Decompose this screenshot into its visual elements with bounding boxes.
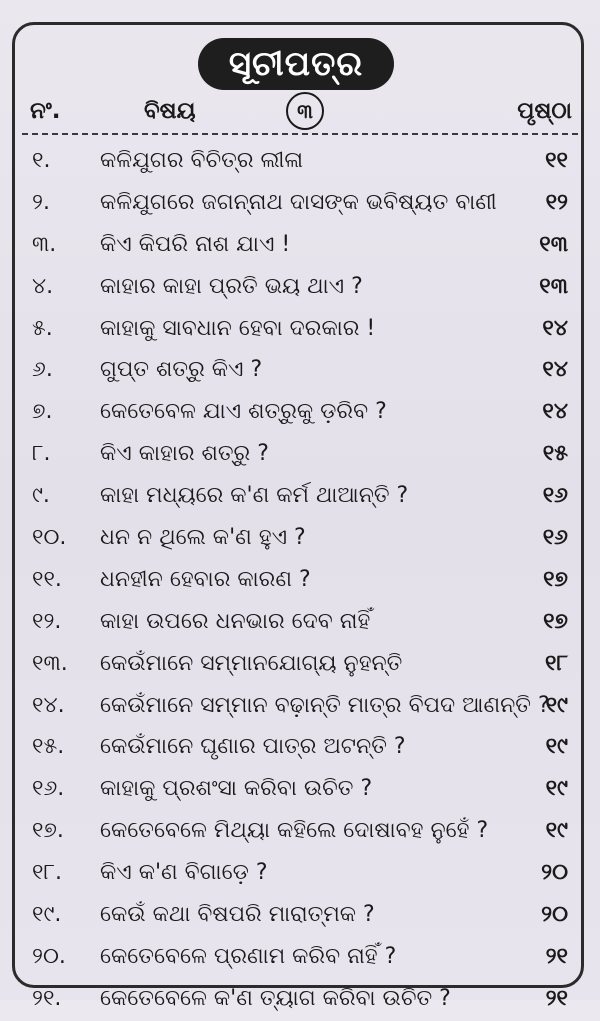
page-title: ସୂଚୀପତ୍ର: [228, 44, 364, 84]
entry-number: ୧୧.: [32, 566, 62, 592]
entry-number: ୨.: [32, 189, 50, 215]
entry-title: କେତେବେଳେ କ'ଣ ତ୍ୟାଗ କରିବା ଉଚିତ ?: [100, 985, 451, 1011]
list-item: [22, 183, 578, 225]
list-item: [22, 309, 578, 351]
entry-page: ୨୧: [545, 985, 568, 1011]
entry-title: କାହାକୁ ସାବଧାନ ହେବା ଦରକାର !: [100, 315, 376, 341]
entry-title: କେଉଁମାନେ ଘୃଣାର ପାତ୍ର ଅଟନ୍ତି ?: [100, 734, 406, 760]
table-header: [22, 92, 578, 134]
entry-number: ୧୬.: [32, 776, 65, 802]
list-item: [22, 727, 578, 769]
entry-page: ୧୩: [539, 273, 568, 299]
list-item: [22, 350, 578, 392]
entry-title: କିଏ କ'ଣ ବିଗାଡ଼େ ?: [100, 860, 268, 886]
list-item: [22, 225, 578, 267]
list-item: [22, 686, 578, 728]
entry-page: ୧୯: [545, 776, 568, 802]
chapter-number-badge: ୩: [286, 92, 324, 130]
entry-page: ୨୦: [541, 860, 568, 886]
entry-number: ୨୦.: [32, 943, 66, 969]
entry-title: ଗୁପ୍ତ ଶତ୍ରୁ କିଏ ?: [100, 357, 263, 383]
entry-title: କାହା ଉପରେ ଧନଭାର ଦେବ ନାହିଁ: [100, 608, 371, 634]
entry-title: କଳିଯୁଗର ବିଚିତ୍ର ଲୀଳା: [100, 148, 304, 173]
header-number-label: ନଂ.: [30, 98, 61, 124]
entry-page: ୧୬: [542, 483, 568, 509]
entry-number: ୪.: [32, 273, 54, 299]
entry-number: ୩.: [32, 231, 57, 257]
entry-page: ୨୦: [541, 902, 568, 928]
entry-page: ୧୬: [542, 525, 568, 551]
list-item: [22, 141, 578, 183]
entry-title: କାହାର କାହା ପ୍ରତି ଭୟ ଥାଏ ?: [100, 273, 363, 299]
entry-page: ୧୩: [539, 231, 568, 257]
entry-page: ୧୧: [545, 148, 568, 173]
title-banner: [198, 38, 394, 90]
list-item: [22, 895, 578, 937]
contents-list: [22, 141, 578, 1021]
entry-title: କେତେବେଳେ ପ୍ରଣାମ କରିବ ନାହିଁ ?: [100, 943, 397, 969]
list-item: [22, 811, 578, 853]
entry-number: ୧୨.: [32, 608, 62, 634]
entry-number: ୧୮.: [32, 860, 62, 886]
entry-number: ୧୦.: [32, 525, 67, 551]
entry-page: ୨୧: [545, 943, 568, 969]
header-divider: [22, 133, 578, 135]
entry-number: ୫.: [32, 315, 53, 341]
entry-number: ୧୩.: [32, 650, 68, 676]
entry-page: ୧୪: [542, 399, 568, 425]
entry-number: ୨୧.: [32, 985, 62, 1011]
list-item: [22, 560, 578, 602]
entry-number: ୧୫.: [32, 734, 65, 760]
entry-number: ୭.: [32, 399, 53, 425]
entry-title: କେଉଁମାନେ ସମ୍ମାନଯୋଗ୍ୟ ନୁହନ୍ତି: [100, 650, 403, 676]
entry-number: ୬.: [32, 357, 53, 383]
list-item: [22, 518, 578, 560]
entry-title: କେଉଁ କଥା ବିଷପରି ମାରାତ୍ମକ ?: [100, 902, 375, 928]
entry-title: କଳିଯୁଗରେ ଜଗନ୍ନାଥ ଦାସଙ୍କ ଭବିଷ୍ୟତ ବାଣୀ: [100, 189, 497, 215]
list-item: [22, 602, 578, 644]
list-item: [22, 937, 578, 979]
entry-page: ୧୪: [542, 315, 568, 341]
entry-page: ୧୭: [543, 608, 568, 634]
entry-title: କାହା ମଧ୍ୟରେ କ'ଣ କର୍ମ ଥାଆନ୍ତି ?: [100, 483, 409, 509]
list-item: [22, 392, 578, 434]
entry-title: କିଏ କାହାର ଶତ୍ରୁ ?: [100, 441, 269, 467]
entry-page: ୧୫: [542, 441, 568, 467]
entry-page: ୧୯: [545, 692, 568, 718]
entry-number: ୮.: [32, 441, 51, 467]
entry-page: ୧୪: [542, 357, 568, 383]
list-item: [22, 476, 578, 518]
entry-number: ୧୯.: [32, 902, 62, 928]
entry-page: ୧୯: [545, 818, 568, 844]
entry-title: ଧନ ନ ଥିଲେ କ'ଣ ହୁଏ ?: [100, 525, 306, 551]
entry-page: ୧୮: [545, 650, 568, 676]
header-subject-label: ବିଷୟ: [144, 98, 196, 124]
entry-title: କାହାକୁ ପ୍ରଶଂସା କରିବା ଉଚିତ ?: [100, 776, 373, 802]
entry-title: କେତେବେଳେ ମିଥ୍ୟା କହିଲେ ଦୋଷାବହ ନୁହେଁ ?: [100, 818, 489, 844]
entry-page: ୧୨: [545, 189, 568, 215]
entry-title: କେତେବେଳ ଯାଏ ଶତ୍ରୁକୁ ଡ଼ରିବ ?: [100, 399, 387, 425]
entry-page: ୧୯: [545, 734, 568, 760]
list-item: [22, 853, 578, 895]
entry-number: ୯.: [32, 483, 50, 509]
list-item: [22, 769, 578, 811]
header-page-label: ପୃଷ୍ଠା: [517, 98, 572, 124]
entry-title: କେଉଁମାନେ ସମ୍ମାନ ବଢ଼ାନ୍ତି ମାତ୍ର ବିପଦ ଆଣନ୍ତି ?: [100, 692, 550, 718]
entry-page: ୧୭: [543, 566, 568, 592]
entry-number: ୧୭.: [32, 818, 64, 844]
entry-number: ୧୪.: [32, 692, 65, 718]
entry-title: ଧନହୀନ ହେବାର କାରଣ ?: [100, 566, 311, 592]
entry-title: କିଏ କିପରି ନାଶ ଯାଏ !: [100, 231, 291, 257]
list-item: [22, 434, 578, 476]
list-item: [22, 267, 578, 309]
list-item: [22, 644, 578, 686]
entry-number: ୧.: [32, 148, 51, 173]
